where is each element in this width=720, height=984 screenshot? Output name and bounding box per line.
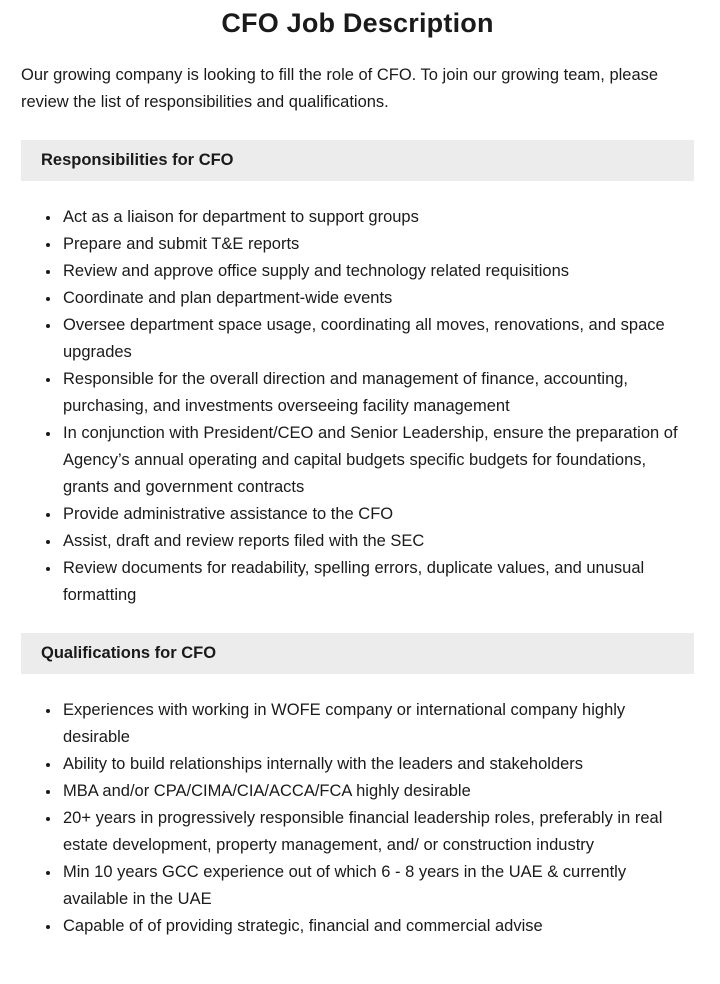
section-heading-responsibilities xyxy=(21,140,694,181)
list-item: • Experiences with working in WOFE company or international company highly desirable xyxy=(61,697,694,751)
list-item: • Provide administrative assistance to the CFO xyxy=(61,501,694,528)
list-item: • Assist, draft and review reports filed with the SEC xyxy=(61,528,694,555)
list-item: • MBA and/or CPA/CIMA/CIA/ACCA/FCA highly desirable xyxy=(61,778,694,805)
list-item: • In conjunction with President/CEO and Senior Leadership, ensure the preparation of Agency’s annual operating and capital budgets specific budgets for foundations, grants and government contracts xyxy=(61,420,694,501)
list-item: • Oversee department space usage, coordinating all moves, renovations, and space upgrades xyxy=(61,312,694,366)
list-item: • Capable of of providing strategic, financial and commercial advise xyxy=(61,913,694,940)
page-title: CFO Job Description xyxy=(221,8,494,38)
list-item: • Responsible for the overall direction and management of finance, accounting, purchasing, and investments overseeing facility management xyxy=(61,366,694,420)
job-description-page xyxy=(0,8,720,940)
qualifications-list xyxy=(21,697,694,940)
list-item: • Review and approve office supply and technology related requisitions xyxy=(61,258,694,285)
responsibilities-list xyxy=(21,204,694,609)
section-heading-qualifications-label: Qualifications for CFO xyxy=(41,644,217,662)
list-item: • Ability to build relationships internally with the leaders and stakeholders xyxy=(61,751,694,778)
list-item: • Coordinate and plan department-wide events xyxy=(61,285,694,312)
list-item: • Act as a liaison for department to support groups xyxy=(61,204,694,231)
list-item: • 20+ years in progressively responsible financial leadership roles, preferably in real estate development, property management, and/ or construction industry xyxy=(61,805,694,859)
section-heading-responsibilities-label: Responsibilities for CFO xyxy=(41,151,234,169)
section-heading-qualifications xyxy=(21,633,694,674)
list-item: • Min 10 years GCC experience out of which 6 - 8 years in the UAE & currently available in the UAE xyxy=(61,859,694,913)
list-item: • Prepare and submit T&E reports xyxy=(61,231,694,258)
list-item: • Review documents for readability, spelling errors, duplicate values, and unusual formatting xyxy=(61,555,694,609)
intro-paragraph: Our growing company is looking to fill the role of CFO. To join our growing team, please review the list of responsibilities and qualifications. xyxy=(21,66,659,111)
